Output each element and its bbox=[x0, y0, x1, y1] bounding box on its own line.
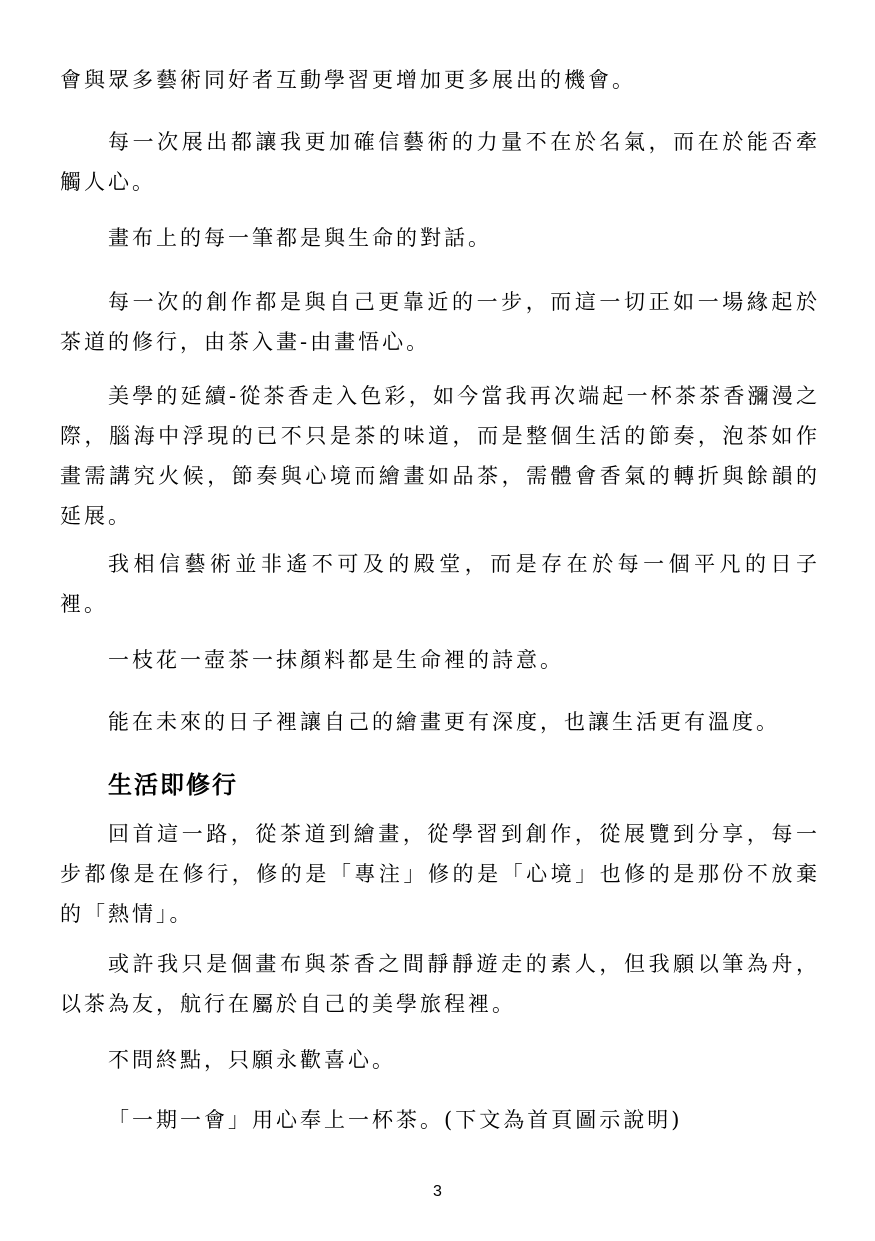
page-number: 3 bbox=[433, 1183, 442, 1200]
paragraph-belief: 我相信藝術並非遙不可及的殿堂，而是存在於每一個平凡的日子裡。 bbox=[60, 552, 820, 616]
paragraph-poetry: 一枝花一壺茶一抹顏料都是生命裡的詩意。 bbox=[108, 648, 564, 672]
paragraph-amateur: 或許我只是個畫布與茶香之間靜靜遊走的素人，但我願以筆為舟，以茶為友，航行在屬於自己的美學旅程裡。 bbox=[60, 952, 820, 1016]
paragraph-ichigo-ichie: 「一期一會」用心奉上一杯茶。(下文為首頁圖示說明) bbox=[108, 1108, 683, 1132]
paragraph-joy: 不問終點，只願永歡喜心。 bbox=[108, 1048, 396, 1072]
paragraph-exhibition: 每一次展出都讓我更加確信藝術的力量不在於名氣，而在於能否牽觸人心。 bbox=[60, 130, 820, 194]
paragraph-creation: 每一次的創作都是與自己更靠近的一步，而這一切正如一場緣起於茶道的修行，由茶入畫-由畫悟心。 bbox=[60, 290, 820, 354]
section-heading: 生活即修行 bbox=[108, 771, 238, 799]
paragraph-future: 能在未來的日子裡讓自己的繪畫更有深度，也讓生活更有溫度。 bbox=[108, 710, 780, 734]
paragraph-canvas: 畫布上的每一筆都是與生命的對話。 bbox=[108, 226, 492, 250]
paragraph-retrospect: 回首這一路，從茶道到繪畫，從學習到創作，從展覽到分享，每一步都像是在修行，修的是「專注」修的是「心境」也修的是那份不放棄的「熱情」。 bbox=[60, 822, 820, 926]
paragraph-aesthetics: 美學的延續-從茶香走入色彩，如今當我再次端起一杯茶茶香瀰漫之際，腦海中浮現的已不只是茶的味道，而是整個生活的節奏，泡茶如作畫需講究火候，節奏與心境而繪畫如品茶，需體會香氣的轉折與餘韻的延展。 bbox=[60, 384, 820, 528]
paragraph-continuation: 會與眾多藝術同好者互動學習更增加更多展出的機會。 bbox=[60, 68, 636, 92]
